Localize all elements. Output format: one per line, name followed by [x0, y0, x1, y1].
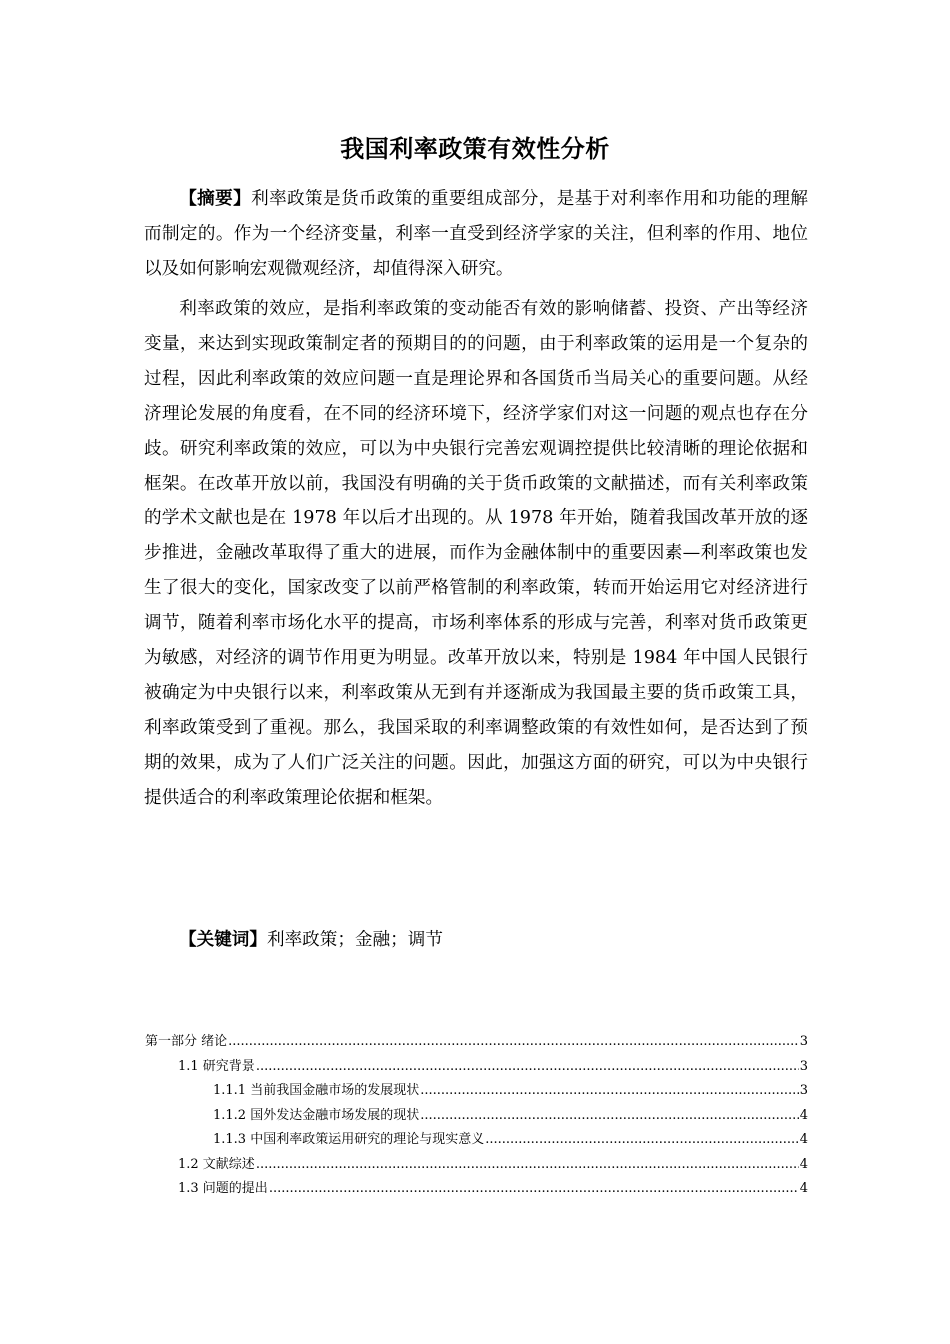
toc-entry-page: 3: [799, 1083, 808, 1098]
toc-entry[interactable]: [145, 1104, 808, 1129]
toc-entry[interactable]: [145, 1079, 808, 1104]
toc-leader-dots: [228, 1030, 799, 1055]
toc-entry-title: 1.1.2 国外发达金融市场发展的现状: [213, 1107, 420, 1123]
toc-entry-title: 1.1 研究背景: [178, 1058, 255, 1074]
abstract-paragraph-2: 利率政策的效应，是指利率政策的变动能否有效的影响储蓄、投资、产出等经济变量，来达到实现政策制定者的预期目的的问题，由于利率政策的运用是一个复杂的过程，因此利率政策的效应问题一直是理论界和各国货币当局关心的重要问题。从经济理论发展的角度看，在不同的经济环境下，经济学家们对这一问题的观点也存在分歧。研究利率政策的效应，可以为中央银行完善宏观调控提供比较清晰的理论依据和框架。在改革开放以前，我国没有明确的关于货币政策的文献描述，而有关利率政策的学术文献也是在 1978 年以后才出现的。从 1978 年开始，随着我国改革开放的逐步推进，金融改革取得了重大的进展，而作为金融体制中的重要因素—利率政策也发生了很大的变化，国家改变了以前严格管制的利率政策，转而开始运用它对经济进行调节，随着利率市场化水平的提高，市场利率体系的形成与完善，利率对货币政策更为敏感，对经济的调节作用更为明显。改革开放以来，特别是 1984 年中国人民银行被确定为中央银行以来，利率政策从无到有并逐渐成为我国最主要的货币政策工具，利率政策受到了重视。那么，我国采取的利率调整政策的有效性如何，是否达到了预期的效果，成为了人们广泛关注的问题。因此，加强这方面的研究，可以为中央银行提供适合的利率政策理论依据和框架。: [144, 299, 808, 808]
toc-entry-page: 4: [799, 1181, 808, 1196]
toc-entry-page: 4: [799, 1107, 808, 1123]
toc-leader-dots: [420, 1079, 799, 1104]
toc-leader-dots: [256, 1153, 799, 1178]
toc-entry-page: 4: [799, 1156, 808, 1172]
toc-entry-title: 1.3 问题的提出: [178, 1181, 268, 1196]
abstract-label: 【摘要】: [179, 189, 252, 209]
toc-entry[interactable]: [145, 1177, 808, 1202]
toc-leader-dots: [256, 1055, 799, 1080]
toc-leader-dots: [420, 1104, 799, 1129]
keywords-label: 【关键词】: [179, 930, 267, 950]
toc-entry-page: 3: [799, 1034, 808, 1049]
document-title: 我国利率政策有效性分析: [340, 135, 610, 163]
toc-entry-page: 3: [799, 1058, 808, 1074]
toc-entry[interactable]: [145, 1030, 808, 1055]
table-of-contents: [145, 1030, 808, 1202]
toc-entry[interactable]: [145, 1055, 808, 1080]
toc-entry-title: 1.2 文献综述: [178, 1156, 255, 1172]
abstract-text-1: 利率政策是货币政策的重要组成部分，是基于对利率作用和功能的理解而制定的。作为一个经济变量，利率一直受到经济学家的关注，但利率的作用、地位以及如何影响宏观微观经济，却值得深入研究。: [144, 189, 808, 279]
abstract-paragraph-1: [144, 182, 808, 287]
keywords-text: 利率政策；金融；调节: [266, 930, 443, 950]
toc-leader-dots: [269, 1177, 799, 1202]
toc-entry-title: 1.1.3 中国利率政策运用研究的理论与现实意义: [213, 1132, 485, 1147]
toc-entry-page: 4: [799, 1132, 808, 1147]
toc-entry-title: 1.1.1 当前我国金融市场的发展现状: [213, 1083, 420, 1098]
toc-entry-title: 第一部分 绪论: [145, 1034, 228, 1049]
keywords-line: [179, 925, 443, 955]
toc-entry[interactable]: [145, 1128, 808, 1153]
toc-entry[interactable]: [145, 1153, 808, 1178]
toc-leader-dots: [485, 1128, 799, 1153]
